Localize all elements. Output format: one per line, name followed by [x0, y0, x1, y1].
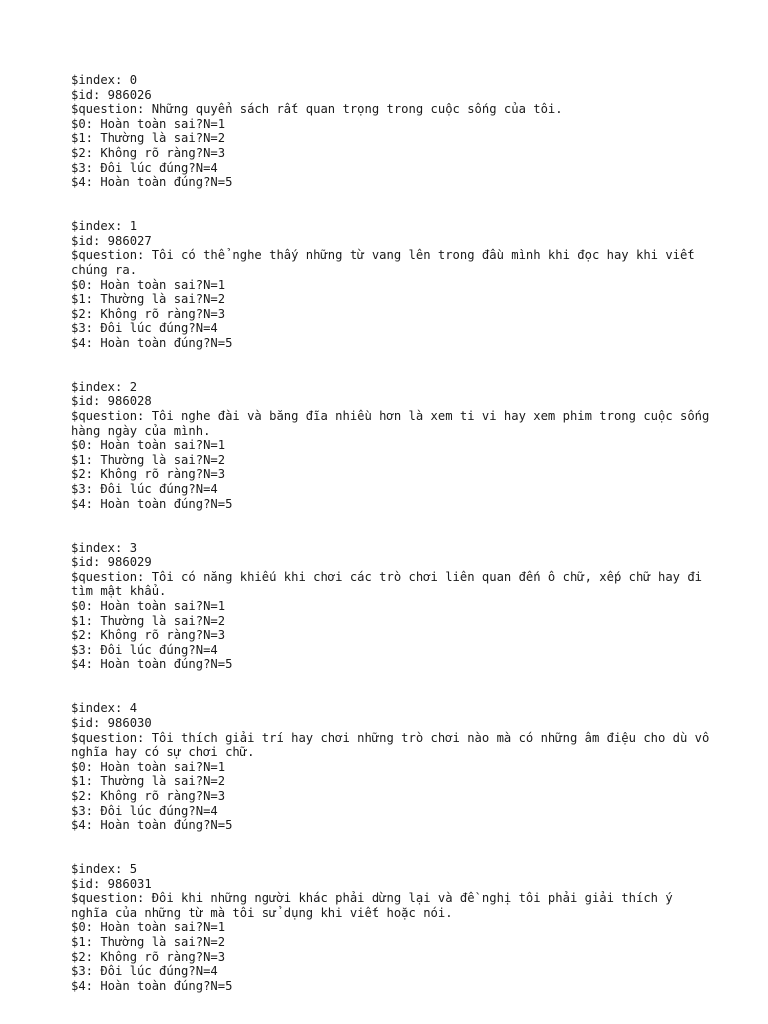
option-0: $0: Hoàn toàn sai?N=1	[71, 759, 226, 774]
record-question: $question: Tôi thích giải trí hay chơi những trò chơi nào mà có những âm điệu cho dù vô nghĩa hay có sự chơi chữ.	[71, 730, 717, 760]
record-question: $question: Những quyển sách rất quan trọng trong cuộc sống của tôi.	[71, 102, 563, 117]
option-1: $1: Thường là sai?N=2	[71, 131, 226, 146]
option-3: $3: Đôi lúc đúng?N=4	[71, 482, 218, 497]
option-4: $4: Hoàn toàn đúng?N=5	[71, 657, 233, 672]
record-question: $question: Tôi có năng khiếu khi chơi các trò chơi liên quan đến ô chữ, xếp chữ hay đi tìm mật khẩu.	[71, 569, 710, 599]
question-record	[71, 219, 711, 350]
option-1: $1: Thường là sai?N=2	[71, 292, 226, 307]
option-2: $2: Không rõ ràng?N=3	[71, 788, 226, 803]
option-1: $1: Thường là sai?N=2	[71, 452, 226, 467]
record-question: $question: Tôi nghe đài và băng đĩa nhiều hơn là xem ti vi hay xem phim trong cuộc sống hàng ngày của mình.	[71, 409, 717, 438]
option-0: $0: Hoàn toàn sai?N=1	[71, 277, 226, 292]
record-index: $index: 3	[71, 540, 138, 555]
record-index: $index: 2	[71, 379, 138, 394]
option-0: $0: Hoàn toàn sai?N=1	[71, 920, 226, 935]
option-2: $2: Không rõ ràng?N=3	[71, 628, 226, 643]
option-4: $4: Hoàn toàn đúng?N=5	[71, 496, 233, 511]
option-4: $4: Hoàn toàn đúng?N=5	[71, 335, 233, 350]
record-id: $id: 986026	[71, 87, 152, 102]
option-4: $4: Hoàn toàn đúng?N=5	[71, 818, 233, 833]
question-record	[71, 541, 711, 672]
record-id: $id: 986027	[71, 233, 152, 248]
option-2: $2: Không rõ ràng?N=3	[71, 145, 226, 160]
option-2: $2: Không rõ ràng?N=3	[71, 949, 226, 964]
option-0: $0: Hoàn toàn sai?N=1	[71, 598, 226, 613]
record-index: $index: 1	[71, 219, 138, 234]
question-record	[71, 862, 711, 993]
record-id: $id: 986030	[71, 715, 152, 730]
option-3: $3: Đôi lúc đúng?N=4	[71, 160, 218, 175]
record-question: $question: Đôi khi những người khác phải dừng lại và đề nghị tôi phải giải thích ý nghĩa của những từ mà tôi sử dụng khi viết hoặc nói.	[71, 891, 681, 920]
question-record	[71, 379, 717, 511]
record-id: $id: 986031	[71, 876, 152, 891]
option-3: $3: Đôi lúc đúng?N=4	[71, 803, 218, 818]
record-index: $index: 4	[71, 701, 138, 716]
option-1: $1: Thường là sai?N=2	[71, 774, 226, 789]
option-1: $1: Thường là sai?N=2	[71, 935, 226, 950]
record-index: $index: 0	[71, 73, 138, 87]
option-1: $1: Thường là sai?N=2	[71, 613, 226, 628]
record-id: $id: 986029	[71, 555, 152, 570]
option-3: $3: Đôi lúc đúng?N=4	[71, 321, 218, 336]
option-4: $4: Hoàn toàn đúng?N=5	[71, 978, 233, 993]
question-record	[71, 701, 717, 833]
option-0: $0: Hoàn toàn sai?N=1	[71, 116, 226, 131]
option-3: $3: Đôi lúc đúng?N=4	[71, 964, 218, 979]
option-2: $2: Không rõ ràng?N=3	[71, 467, 226, 482]
option-0: $0: Hoàn toàn sai?N=1	[71, 438, 226, 453]
document-page	[71, 73, 717, 1023]
option-4: $4: Hoàn toàn đúng?N=5	[71, 175, 233, 190]
record-index: $index: 5	[71, 862, 138, 877]
option-3: $3: Đôi lúc đúng?N=4	[71, 642, 218, 657]
option-2: $2: Không rõ ràng?N=3	[71, 306, 226, 321]
question-record	[71, 73, 711, 190]
record-question: $question: Tôi có thể nghe thấy những từ vang lên trong đầu mình khi đọc hay khi viết chúng ra.	[71, 248, 703, 277]
record-id: $id: 986028	[71, 394, 152, 409]
